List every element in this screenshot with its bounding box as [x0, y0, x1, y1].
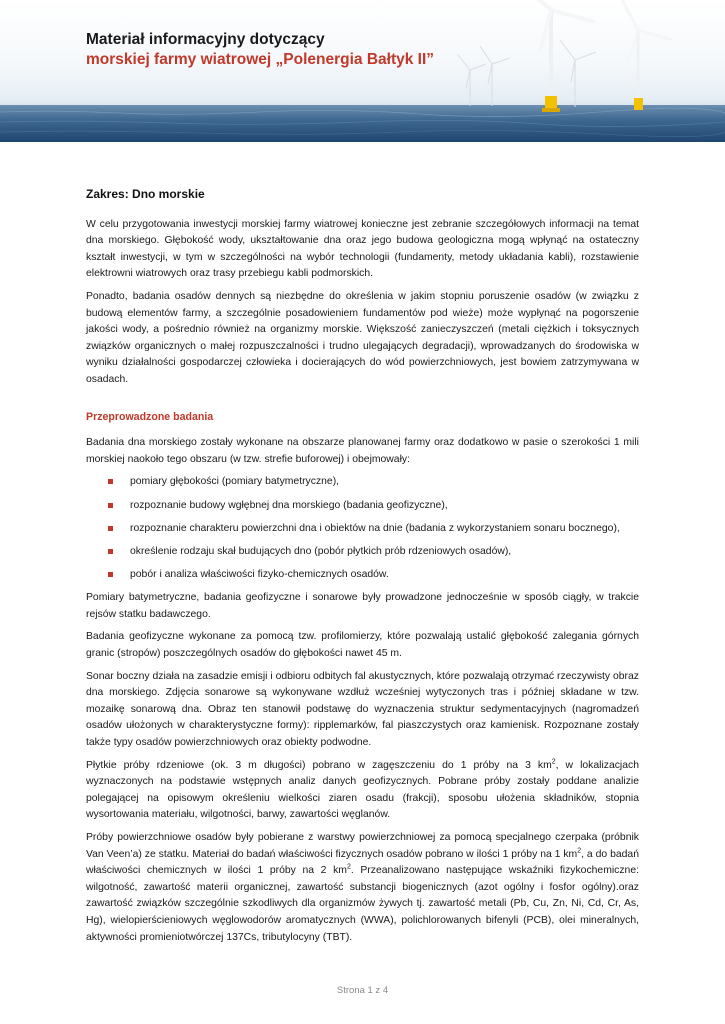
document-title: [86, 30, 434, 70]
section-title: Zakres: Dno morskie: [86, 187, 205, 201]
measurements-paragraph: Pomiary batymetryczne, badania geofizyczne i sonarowe były prowadzone jednocześnie w sposób ciągły, w trakcie rejsów statku badawczego.: [86, 592, 639, 620]
page-number: Strona 1 z 4: [336, 985, 389, 996]
bullet-icon: [108, 479, 113, 484]
bullet-icon: [108, 572, 113, 577]
intro-paragraph-1: W celu przygotowania inwestycji morskiej farmy wiatrowej konieczne jest zebranie szczegółowych informacji na temat dna morskiego. Głębokość wody, ukształtowanie dna oraz jego budowa geologiczna mogą wpłynąć na ostateczny kształt inwestycji, w tym w szczególności na wybór technologii (fundamenty, metody układania kabli), rozstawienie elektrowni wiatrowych oraz trasy przebiegu kabli podmorskich.: [86, 218, 639, 280]
surface-samples-paragraph: Próby powierzchniowe osadów były pobierane z warstwy powierzchniowej za pomocą specjalnego czerpaka (próbnik Van Veen’a) ze statku. Materiał do badań właściwości fizycznych osadów pobrano w ilości 1 próby na 1 $km^2$, a do badań właściwości chemicznych w ilości 1 próby na 2 $km^2$. Przeanalizowano następujące wskaźniki fizykochemiczne: wilgotność, zawartość materii organicznej, zawartość substancji biogenicznych (azot ogólny i fosfor ogólny).oraz zawartość związków szczególnie szkodliwych dla organizmów żywych tj. zawartość metali (Pb, Cu, Zn, Ni, Cd, Cr, As, Hg), wielopierścieniowych węglowodorów aromatycznych (WWA), polichlorowanych bifenyli (PCB), olei mineralnych, aktywności promieniotwórczej 137Cs, tributylocyny (TBT).: [86, 831, 639, 943]
document-body: [86, 186, 639, 952]
list-item: pomiary głębokości (pomiary batymetryczne),: [86, 474, 639, 491]
title-line-1: Materiał informacyjny dotyczący: [86, 31, 325, 48]
research-lead: Badania dna morskiego zostały wykonane na obszarze planowanej farmy oraz dodatkowo w pasie o szerokości 1 mili morskiej naokoło tego obszaru (w tzw. strefie buforowej) i obejmowały:: [86, 437, 639, 465]
list-item: rozpoznanie budowy wgłębnej dna morskiego (badania geofizyczne),: [86, 498, 639, 515]
list-item: określenie rodzaju skał budujących dno (pobór płytkich prób rdzeniowych osadów),: [86, 544, 639, 561]
list-item: pobór i analiza właściwości fizyko-chemicznych osadów.: [86, 567, 639, 584]
offshore-wind-farm-image: [0, 0, 725, 142]
research-list: [86, 474, 639, 583]
bullet-icon: [108, 526, 113, 531]
cores-paragraph: Płytkie próby rdzeniowe (ok. 3 m długości) pobrano w zagęszczeniu do 1 próby na 3 $km^2$, w lokalizacjach wyznaczonych na podstawie wstępnych analiz danych geofizycznych. Pobrane próby zostały poddane analizie polegającej na opisowym określeniu wielkości ziaren osadu (frakcji), sposobu ułożenia składników, stopnia wysortowania materiału, wilgotności, barwy, zawartości węglanów.: [86, 758, 639, 821]
list-item: rozpoznanie charakteru powierzchni dna i obiektów na dnie (badania z wykorzystaniem sonaru bocznego),: [86, 521, 639, 538]
geophysics-paragraph: Badania geofizyczne wykonane za pomocą tzw. profilomierzy, które pozwalają ustalić głębokość zalegania górnych granic (stropów) poszczególnych osadów do głębokości nawet 45 m.: [86, 631, 639, 660]
sonar-paragraph: Sonar boczny działa na zasadzie emisji i odbioru odbitych fal akustycznych, które pozwalają otrzymać rzeczywisty obraz dna morskiego. Zdjęcia sonarowe są wykonywane wzdłuż wcześniej wytyczonych tras i później składane w tzw. mozaikę sonarową dna. Obraz ten stanowił podstawę do wyznaczenia struktur sedymentacyjnych (nagromadzeń osadów ułożonych w charakterystyczne formy): ripplemarków, fal piaszczystych oraz kamienisk. Rozpoznane zostały także typy osadów powierzchniowych oraz obiekty podwodne.: [86, 670, 639, 748]
header-banner: [0, 0, 725, 142]
intro-paragraph-2: Ponadto, badania osadów dennych są niezbędne do określenia w jakim stopniu poruszenie osadów (w związku z budową elementów farmy, a szczególnie posadowieniem fundamentów pod wieże) może wypłynąć na pogorszenie jakości wody, a pośrednio również na organizmy morskie. Większość zanieczyszczeń (metali ciężkich i toksycznych związków organicznych o małej rozpuszczalności i trudno ulegających degradacji), wprowadzanych do środowiska w wyniku działalności gospodarczej człowieka i docierających do wód powierzchniowych, jest bowiem zatrzymywana w osadach.: [86, 290, 639, 385]
bullet-icon: [108, 549, 113, 554]
bullet-icon: [108, 503, 113, 508]
research-heading: Przeprowadzone badania: [86, 410, 214, 423]
title-line-2: morskiej farmy wiatrowej „Polenergia Bałtyk II”: [86, 51, 435, 68]
